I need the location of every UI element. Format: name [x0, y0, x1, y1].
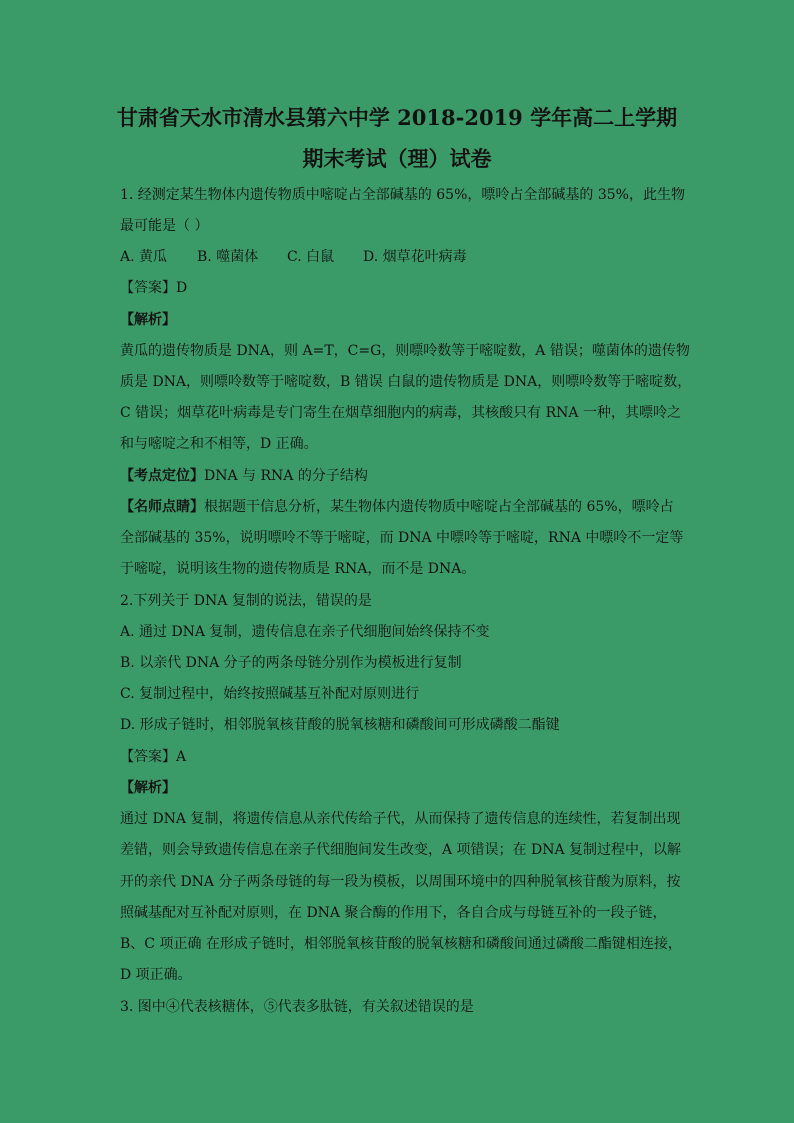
q1-stem-line2: 最可能是（ ） [120, 218, 209, 234]
q1-mingshi-line3: 于嘧啶，说明该生物的遗传物质是 RNA，而不是 DNA。 [120, 561, 476, 577]
q1-mingshi-line2: 全部碱基的 35%，说明嘌呤不等于嘧啶，而 DNA 中嘌呤等于嘧啶，RNA 中嘌呤不一定等 [120, 530, 684, 546]
q1-analysis-line1: 黄瓜的遗传物质是 DNA，则 A=T，C=G，则嘌呤数等于嘧啶数，A 错误；噬菌体的遗传物 [120, 343, 690, 359]
q1-option-c: C. 白鼠 [287, 249, 335, 265]
q2-option-c: C. 复制过程中，始终按照碱基互补配对原则进行 [120, 686, 420, 702]
q3-stem: 3. 图中④代表核糖体，⑤代表多肽链，有关叙述错误的是 [120, 999, 474, 1015]
q1-mingshi-text: 根据题干信息分析，某生物体内遗传物质中嘧啶占全部碱基的 65%，嘌呤占 [204, 499, 674, 515]
q1-option-b: B. 噬菌体 [197, 249, 259, 265]
q2-stem: 2.下列关于 DNA 复制的说法，错误的是 [120, 593, 372, 609]
q2-option-a: A. 通过 DNA 复制，遗传信息在亲子代细胞间始终保持不变 [120, 624, 490, 640]
q1-mingshi-line1 [120, 498, 674, 516]
q2-analysis-line6: D 项正确。 [120, 967, 192, 983]
q1-analysis-label: 【解析】 [120, 312, 176, 328]
q1-mingshi-label: 【名师点睛】 [120, 499, 204, 515]
q2-analysis-line5: B、C 项正确 在形成子链时，相邻脱氧核苷酸的脱氧核糖和磷酸间通过磷酸二酯键相连接， [120, 936, 682, 952]
q1-analysis-line2: 质是 DNA，则嘌呤数等于嘧啶数，B 错误 白鼠的遗传物质是 DNA，则嘌呤数等于嘧啶数， [120, 374, 692, 390]
q1-kaodian-text: DNA 与 RNA 的分子结构 [204, 468, 368, 484]
q2-analysis-line3: 开的亲代 DNA 分子两条母链的每一段为模板，以周围环境中的四种脱氧核苷酸为原料，按 [120, 874, 681, 890]
q1-option-a: A. 黄瓜 [120, 249, 168, 265]
q2-option-d: D. 形成子链时，相邻脱氧核苷酸的脱氧核糖和磷酸间可形成磷酸二酯键 [120, 717, 560, 733]
q2-analysis-line1: 通过 DNA 复制，将遗传信息从亲代传给子代，从而保持了遗传信息的连续性，若复制出现 [120, 811, 681, 827]
q2-analysis-line4: 照碱基配对互补配对原则，在 DNA 聚合酶的作用下，各自合成与母链互补的一段子链， [120, 905, 667, 921]
q1-stem-line1: 1. 经测定某生物体内遗传物质中嘧啶占全部碱基的 65%，嘌呤占全部碱基的 35%，此生物 [120, 187, 685, 203]
q2-answer: 【答案】A [120, 749, 187, 765]
q1-options [120, 248, 467, 266]
document-title-line1: 甘肃省天水市清水县第六中学 2018-2019 学年高二上学期 [116, 105, 678, 130]
q2-option-b: B. 以亲代 DNA 分子的两条母链分别作为模板进行复制 [120, 655, 462, 671]
q2-analysis-line2: 差错，则会导致遗传信息在亲子代细胞间发生改变，A 项错误；在 DNA 复制过程中，以解 [120, 842, 682, 858]
q1-analysis-line4: 和与嘧啶之和不相等，D 正确。 [120, 436, 318, 452]
q1-option-d: D. 烟草花叶病毒 [363, 249, 467, 265]
q1-answer: 【答案】D [120, 280, 188, 296]
q1-kaodian-label: 【考点定位】 [120, 468, 204, 484]
q1-kaodian [120, 467, 368, 485]
q2-analysis-label: 【解析】 [120, 780, 176, 796]
q1-analysis-line3: C 错误；烟草花叶病毒是专门寄生在烟草细胞内的病毒，其核酸只有 RNA 一种，其嘌呤之 [120, 405, 681, 421]
document-title-line2: 期末考试（理）试卷 [302, 146, 492, 171]
